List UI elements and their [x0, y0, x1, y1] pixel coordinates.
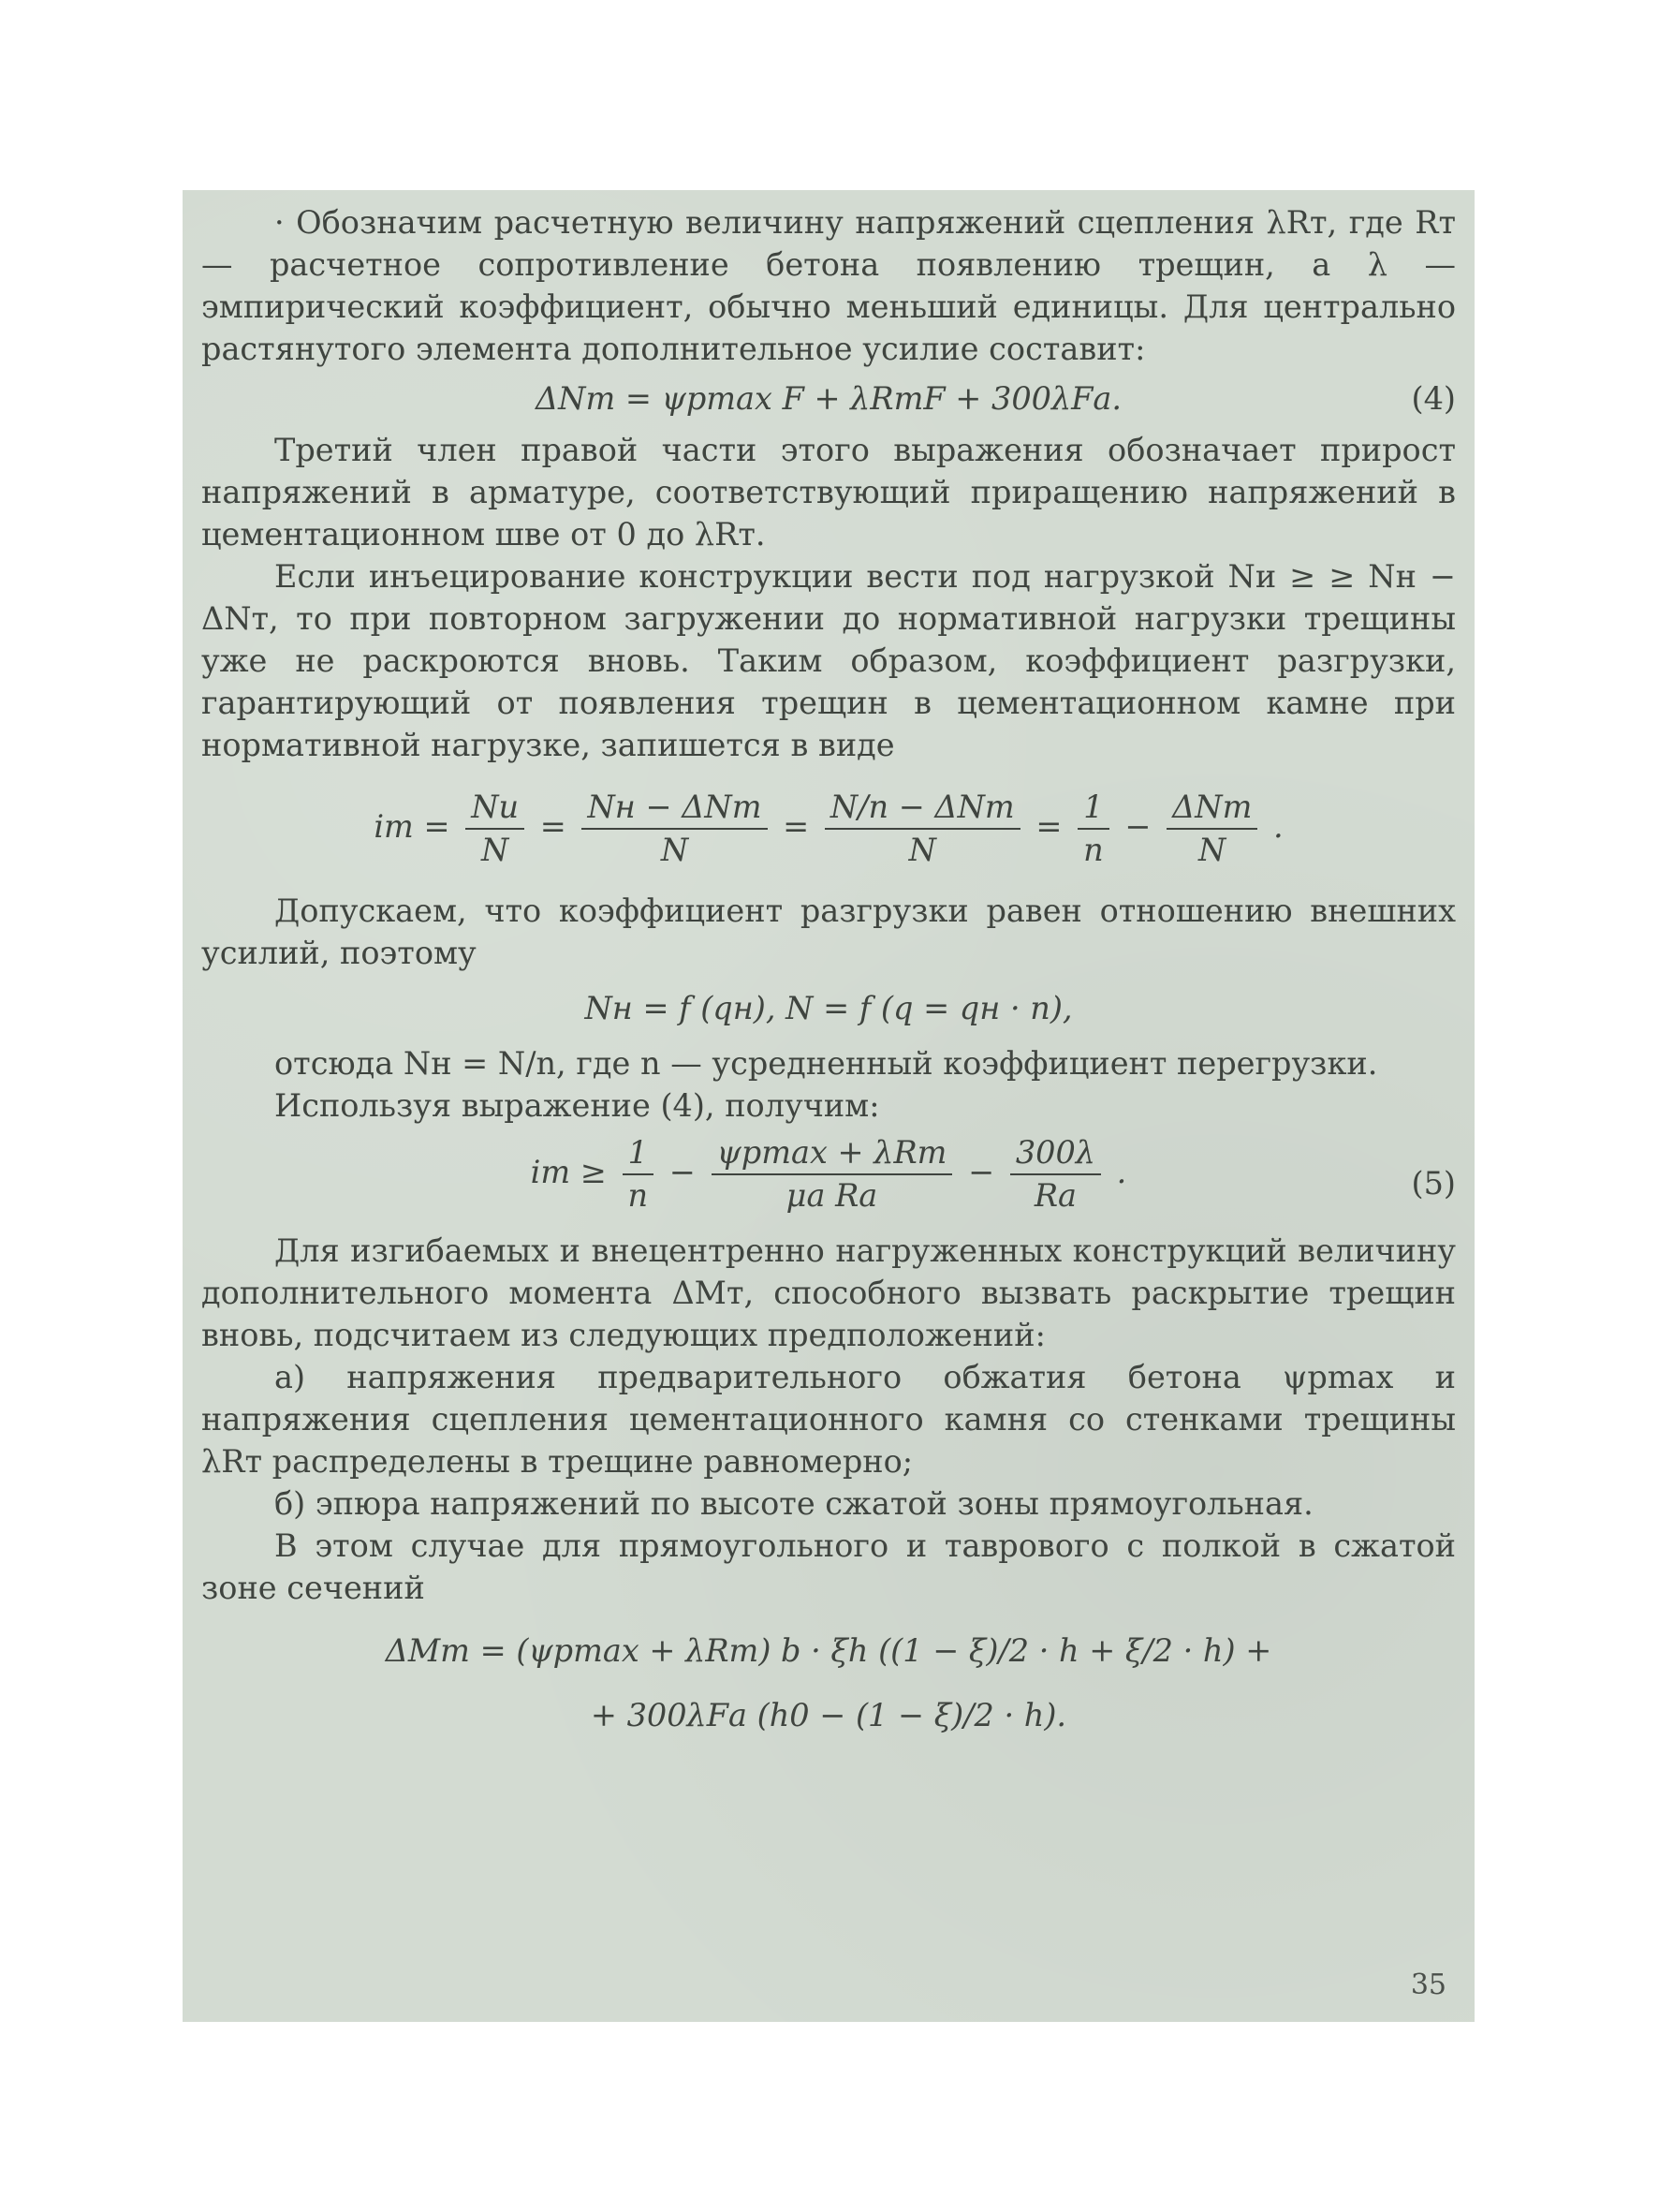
eq-it-frac-5-den: N	[1198, 832, 1226, 868]
eq-it-frac-3	[825, 787, 1020, 871]
eq5-lhs: iт ≥	[530, 1154, 607, 1190]
eq5-frac-1	[623, 1132, 654, 1217]
paragraph-2: Третий член правой части этого выражения обозначает прирост напряжений в арматуре, соответствующий приращению напряжений в цементационном шве от 0 до λRт.	[201, 432, 1456, 553]
eq5-minus-1: −	[668, 1154, 696, 1190]
equation-moment-line-1	[201, 1630, 1456, 1672]
paragraph-7: Для изгибаемых и внецентренно нагруженных конструкций величину дополнительного момента ΔMт, способного вызвать раскрытие трещин вновь, подсчитаем из следующих предположений:	[201, 1232, 1456, 1353]
page-number: 35	[1410, 1969, 1446, 2001]
equation-5	[201, 1132, 1456, 1217]
eq-it-frac-1-num: Nи	[465, 787, 524, 830]
page-content	[201, 201, 1456, 1736]
equation-5-number: (5)	[1411, 1165, 1456, 1202]
scanned-page	[183, 190, 1475, 2022]
eq-it-frac-3-num: N/n − ΔNт	[825, 787, 1020, 830]
eq5-frac-3	[1010, 1132, 1101, 1217]
eq5-frac-2-num: ψpmax + λRт	[712, 1132, 953, 1175]
eq-it-equals-3: =	[1035, 808, 1063, 845]
eq5-frac-1-num: 1	[623, 1132, 653, 1175]
eq-it-lhs: iт =	[374, 808, 450, 845]
eq5-frac-2-den: μа Rа	[785, 1177, 878, 1214]
eq-it-frac-2	[581, 787, 767, 871]
equation-moment-line-2	[201, 1694, 1456, 1736]
eq-it-equals-2: =	[783, 808, 810, 845]
eq-it-frac-5-num: ΔNт	[1167, 787, 1257, 830]
eq-it-frac-4-num: 1	[1078, 787, 1108, 830]
eq-it-frac-1-den: N	[480, 832, 509, 868]
eq-it-frac-4-den: n	[1083, 832, 1104, 868]
paragraph-6: Используя выражение (4), получим:	[274, 1087, 880, 1124]
equation-moment-line-2-body: + 300λFа (h0 − (1 − ξ)/2 · h).	[590, 1697, 1067, 1733]
eq5-minus-2: −	[968, 1154, 995, 1190]
equation-4-number: (4)	[1411, 380, 1456, 417]
equation-moment-line-1-body: ΔMт = (ψpmax + λRт) b · ξh ((1 − ξ)/2 · h + ξ/2 · h) +	[385, 1632, 1272, 1669]
eq5-dot: .	[1116, 1154, 1127, 1190]
eq5-frac-2	[712, 1132, 953, 1217]
paragraph-4: Допускаем, что коэффициент разгрузки равен отношению внешних усилий, поэтому	[201, 892, 1456, 971]
eq-it-frac-2-num: Nн − ΔNт	[581, 787, 767, 830]
eq5-frac-3-num: 300λ	[1010, 1132, 1101, 1175]
paragraph-3: Если инъецирование конструкции вести под нагрузкой Nи ≥ ≥ Nн − ΔNт, то при повторном загружении до нормативной нагрузки трещины уже не раскроются вновь. Таким образом, коэффициент разгрузки, гарантирующий от появления трещин в цементационном камне при нормативной нагрузке, запишется в виде	[201, 558, 1456, 763]
eq-it-dot: .	[1273, 808, 1284, 845]
eq-it-minus: −	[1124, 808, 1152, 845]
equation-unloading-coefficient	[201, 787, 1456, 871]
equation-4	[201, 377, 1456, 420]
paragraph-1: · Обозначим расчетную величину напряжений сцепления λRт, где Rт — расчетное сопротивление бетона появлению трещин, а λ — эмпирический коэффициент, обычно меньший единицы. Для центрально растянутого элемента дополнительное усилие составит:	[201, 204, 1456, 367]
eq-it-frac-1	[465, 787, 524, 871]
eq-it-frac-3-den: N	[908, 832, 936, 868]
eq-it-frac-5	[1167, 787, 1257, 871]
paragraph-10: В этом случае для прямоугольного и таврового с полкой в сжатой зоне сечений	[201, 1527, 1456, 1606]
paragraph-8: а) напряжения предварительного обжатия бетона ψpmax и напряжения сцепления цементационного камня со стенками трещины λRт распределены в трещине равномерно;	[201, 1359, 1456, 1480]
eq-it-equals-1: =	[539, 808, 566, 845]
paragraph-5: отсюда Nн = N/n, где n — усредненный коэффициент перегрузки.	[274, 1045, 1378, 1082]
equation-loads-body: Nн = f (qн), N = f (q = qн · n),	[584, 990, 1073, 1026]
eq-it-frac-2-den: N	[660, 832, 689, 868]
equation-loads	[201, 987, 1456, 1029]
paragraph-9: б) эпюра напряжений по высоте сжатой зоны прямоугольная.	[274, 1485, 1314, 1522]
equation-4-body: ΔNт = ψpmax F + λRтF + 300λFа.	[535, 380, 1123, 417]
eq5-frac-1-den: n	[627, 1177, 649, 1214]
eq-it-frac-4	[1078, 787, 1109, 871]
eq5-frac-3-den: Rа	[1034, 1177, 1078, 1214]
